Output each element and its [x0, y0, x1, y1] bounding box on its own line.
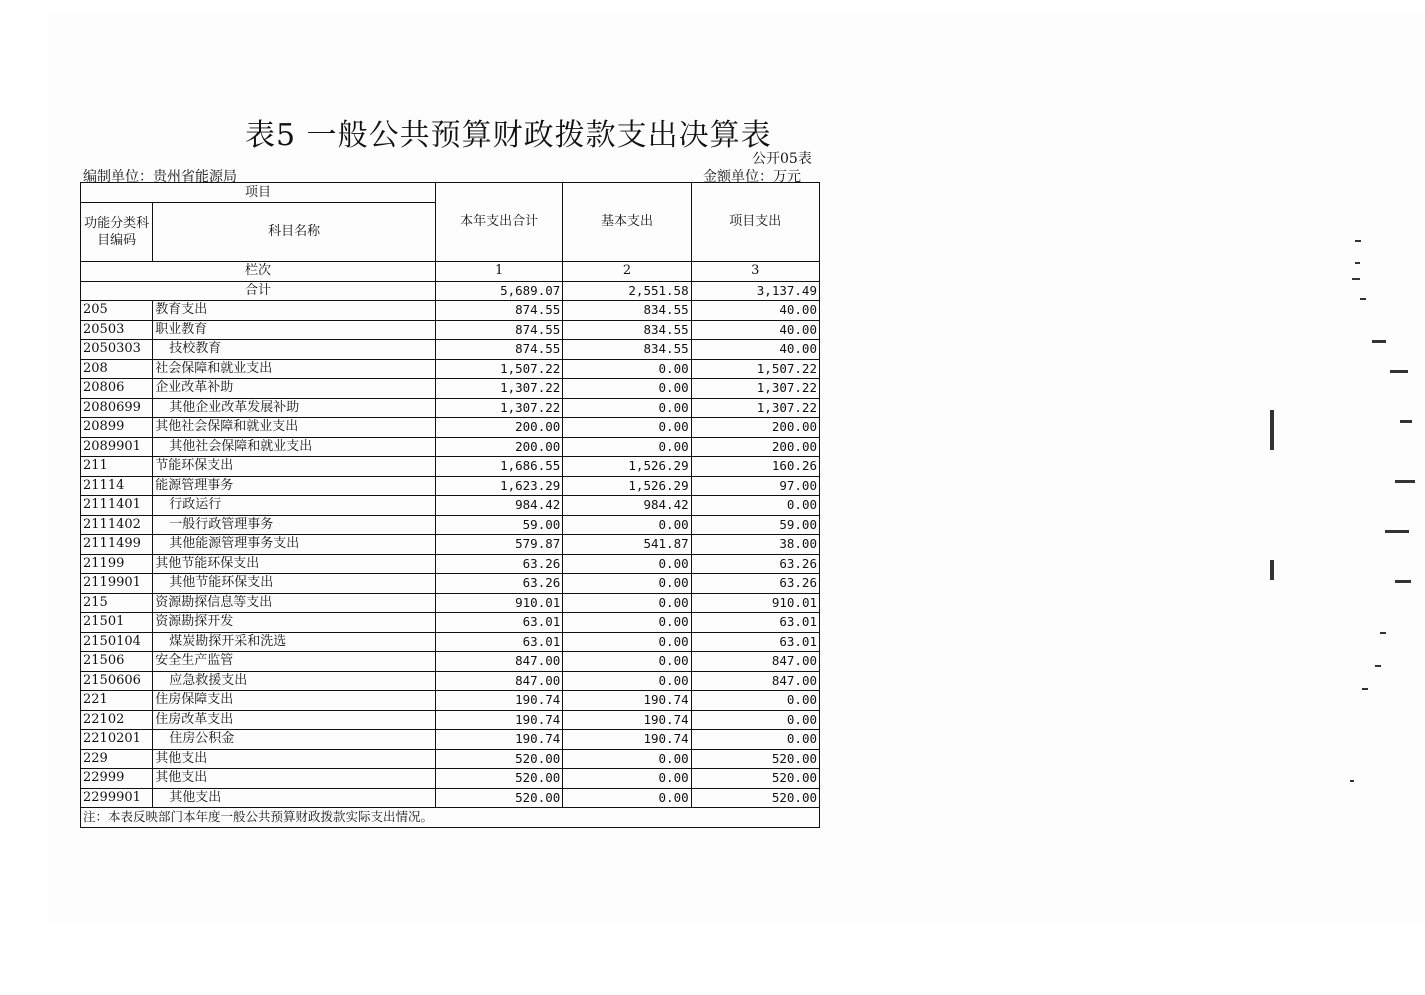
row-basic: 0.00	[563, 652, 691, 672]
table-row	[81, 515, 820, 535]
scan-speck	[1400, 420, 1412, 423]
row-subject-name: 一般行政管理事务	[153, 515, 436, 535]
row-total: 847.00	[435, 671, 562, 691]
row-project: 200.00	[691, 418, 819, 438]
row-total: 874.55	[435, 320, 562, 340]
table-row	[81, 301, 820, 321]
total-label: 合计	[81, 281, 436, 301]
row-code: 211	[81, 457, 153, 477]
table-row	[81, 398, 820, 418]
table-row	[81, 593, 820, 613]
row-total: 63.26	[435, 554, 562, 574]
row-code: 205	[81, 301, 153, 321]
row-subject-name: 节能环保支出	[153, 457, 436, 477]
total-value: 5,689.07	[435, 281, 562, 301]
row-subject-name: 其他社会保障和就业支出	[153, 437, 436, 457]
row-subject-name: 其他支出	[153, 769, 436, 789]
row-subject-name: 资源勘探开发	[153, 613, 436, 633]
org-unit: 编制单位：贵州省能源局	[83, 169, 237, 185]
table-row	[81, 652, 820, 672]
row-basic: 0.00	[563, 379, 691, 399]
row-code: 22999	[81, 769, 153, 789]
table-row	[81, 340, 820, 360]
scan-speck	[1360, 298, 1366, 300]
row-subject-name: 其他支出	[153, 788, 436, 808]
row-code: 20806	[81, 379, 153, 399]
row-basic: 0.00	[563, 671, 691, 691]
row-basic: 190.74	[563, 691, 691, 711]
table-row	[81, 613, 820, 633]
row-basic: 0.00	[563, 398, 691, 418]
row-project: 200.00	[691, 437, 819, 457]
row-code: 21506	[81, 652, 153, 672]
row-project: 59.00	[691, 515, 819, 535]
table-row	[81, 554, 820, 574]
table-row	[81, 476, 820, 496]
row-code: 20899	[81, 418, 153, 438]
total-project: 3,137.49	[691, 281, 819, 301]
header-project: 项目	[81, 183, 436, 203]
scan-speck	[1395, 480, 1415, 483]
row-code: 2210201	[81, 730, 153, 750]
row-basic: 0.00	[563, 359, 691, 379]
row-code: 2299901	[81, 788, 153, 808]
scan-speck	[1362, 688, 1368, 690]
row-total: 520.00	[435, 769, 562, 789]
budget-table	[80, 182, 820, 828]
column-index-row	[81, 262, 820, 282]
row-basic: 0.00	[563, 769, 691, 789]
row-project: 1,307.22	[691, 398, 819, 418]
row-subject-name: 住房改革支出	[153, 710, 436, 730]
table-row	[81, 496, 820, 516]
row-code: 2150104	[81, 632, 153, 652]
row-total: 579.87	[435, 535, 562, 555]
row-subject-name: 其他节能环保支出	[153, 574, 436, 594]
row-project: 40.00	[691, 320, 819, 340]
row-subject-name: 社会保障和就业支出	[153, 359, 436, 379]
row-basic: 834.55	[563, 301, 691, 321]
table-note: 注：本表反映部门本年度一般公共预算财政拨款实际支出情况。	[81, 808, 820, 828]
col-index-2: 2	[563, 262, 691, 282]
row-code: 208	[81, 359, 153, 379]
row-subject-name: 其他节能环保支出	[153, 554, 436, 574]
row-project: 0.00	[691, 691, 819, 711]
row-basic: 0.00	[563, 437, 691, 457]
scan-speck	[1270, 410, 1274, 450]
row-basic: 0.00	[563, 515, 691, 535]
row-project: 520.00	[691, 788, 819, 808]
note-row	[81, 808, 820, 828]
row-code: 2050303	[81, 340, 153, 360]
row-project: 63.26	[691, 574, 819, 594]
row-total: 1,507.22	[435, 359, 562, 379]
row-subject-name: 企业改革补助	[153, 379, 436, 399]
amount-unit: 金额单位：万元	[703, 169, 801, 185]
row-total: 1,623.29	[435, 476, 562, 496]
row-total: 520.00	[435, 749, 562, 769]
row-basic: 834.55	[563, 320, 691, 340]
col-index-1: 1	[435, 262, 562, 282]
row-project: 97.00	[691, 476, 819, 496]
table-row	[81, 769, 820, 789]
scan-speck	[1372, 340, 1386, 343]
scan-speck	[1355, 262, 1360, 264]
header-func-code: 功能分类科目编码	[81, 203, 153, 262]
row-basic: 190.74	[563, 710, 691, 730]
header-basic: 基本支出	[563, 183, 691, 262]
row-basic: 0.00	[563, 749, 691, 769]
scan-speck	[1352, 278, 1360, 280]
scan-speck	[1355, 240, 1361, 242]
total-row	[81, 281, 820, 301]
row-total: 1,686.55	[435, 457, 562, 477]
col-index-label: 栏次	[81, 262, 436, 282]
row-total: 874.55	[435, 301, 562, 321]
row-project: 40.00	[691, 340, 819, 360]
header-subject-name: 科目名称	[153, 203, 436, 262]
row-code: 2150606	[81, 671, 153, 691]
row-code: 22102	[81, 710, 153, 730]
row-subject-name: 职业教育	[153, 320, 436, 340]
row-basic: 541.87	[563, 535, 691, 555]
row-code: 215	[81, 593, 153, 613]
scan-speck	[1390, 370, 1408, 373]
row-total: 874.55	[435, 340, 562, 360]
row-project: 1,307.22	[691, 379, 819, 399]
row-subject-name: 煤炭勘探开采和洗选	[153, 632, 436, 652]
scan-speck	[1395, 580, 1411, 583]
table-row	[81, 418, 820, 438]
row-code: 20503	[81, 320, 153, 340]
row-basic: 834.55	[563, 340, 691, 360]
row-basic: 0.00	[563, 788, 691, 808]
row-code: 21199	[81, 554, 153, 574]
scan-speck	[1375, 665, 1381, 667]
row-subject-name: 其他企业改革发展补助	[153, 398, 436, 418]
scan-speck	[1350, 780, 1354, 782]
row-code: 2080699	[81, 398, 153, 418]
row-project: 160.26	[691, 457, 819, 477]
row-code: 2089901	[81, 437, 153, 457]
total-basic: 2,551.58	[563, 281, 691, 301]
table-row	[81, 788, 820, 808]
row-code: 21114	[81, 476, 153, 496]
row-code: 21501	[81, 613, 153, 633]
row-project: 63.01	[691, 632, 819, 652]
row-total: 1,307.22	[435, 379, 562, 399]
row-code: 2111499	[81, 535, 153, 555]
header-row-project	[81, 183, 820, 203]
row-total: 520.00	[435, 788, 562, 808]
row-project: 0.00	[691, 710, 819, 730]
row-project: 520.00	[691, 749, 819, 769]
row-subject-name: 教育支出	[153, 301, 436, 321]
col-index-3: 3	[691, 262, 819, 282]
row-project: 910.01	[691, 593, 819, 613]
row-code: 2111402	[81, 515, 153, 535]
row-basic: 0.00	[563, 554, 691, 574]
row-subject-name: 应急救援支出	[153, 671, 436, 691]
row-total: 847.00	[435, 652, 562, 672]
row-basic: 984.42	[563, 496, 691, 516]
header-total: 本年支出合计	[435, 183, 562, 262]
row-total: 59.00	[435, 515, 562, 535]
row-basic: 0.00	[563, 593, 691, 613]
row-subject-name: 住房公积金	[153, 730, 436, 750]
row-subject-name: 能源管理事务	[153, 476, 436, 496]
table-row	[81, 379, 820, 399]
row-total: 190.74	[435, 691, 562, 711]
row-project: 63.01	[691, 613, 819, 633]
row-total: 63.26	[435, 574, 562, 594]
row-total: 984.42	[435, 496, 562, 516]
row-project: 38.00	[691, 535, 819, 555]
row-project: 520.00	[691, 769, 819, 789]
row-basic: 0.00	[563, 418, 691, 438]
table-row	[81, 632, 820, 652]
row-total: 200.00	[435, 418, 562, 438]
scan-speck	[1380, 632, 1386, 634]
row-project: 0.00	[691, 496, 819, 516]
row-code: 2119901	[81, 574, 153, 594]
row-project: 40.00	[691, 301, 819, 321]
row-subject-name: 其他支出	[153, 749, 436, 769]
table-row	[81, 320, 820, 340]
row-project: 847.00	[691, 652, 819, 672]
scan-speck	[1385, 530, 1409, 533]
table-row	[81, 437, 820, 457]
row-total: 63.01	[435, 613, 562, 633]
row-project: 1,507.22	[691, 359, 819, 379]
table-row	[81, 730, 820, 750]
table-row	[81, 574, 820, 594]
row-code: 2111401	[81, 496, 153, 516]
row-subject-name: 资源勘探信息等支出	[153, 593, 436, 613]
table-row	[81, 535, 820, 555]
row-code: 221	[81, 691, 153, 711]
row-basic: 1,526.29	[563, 457, 691, 477]
row-total: 63.01	[435, 632, 562, 652]
row-code: 229	[81, 749, 153, 769]
scan-speck	[1270, 560, 1274, 580]
row-basic: 0.00	[563, 574, 691, 594]
row-total: 190.74	[435, 730, 562, 750]
row-basic: 190.74	[563, 730, 691, 750]
row-project: 63.26	[691, 554, 819, 574]
table-row	[81, 359, 820, 379]
table-row	[81, 710, 820, 730]
row-total: 910.01	[435, 593, 562, 613]
row-project: 847.00	[691, 671, 819, 691]
row-basic: 0.00	[563, 632, 691, 652]
row-subject-name: 技校教育	[153, 340, 436, 360]
table-row	[81, 691, 820, 711]
form-code: 公开05表	[752, 151, 812, 167]
row-subject-name: 行政运行	[153, 496, 436, 516]
row-total: 1,307.22	[435, 398, 562, 418]
row-subject-name: 其他社会保障和就业支出	[153, 418, 436, 438]
header-project-expense: 项目支出	[691, 183, 819, 262]
row-total: 190.74	[435, 710, 562, 730]
page-title: 表5 一般公共预算财政拨款支出决算表	[245, 118, 772, 153]
row-basic: 1,526.29	[563, 476, 691, 496]
table-row	[81, 671, 820, 691]
row-subject-name: 住房保障支出	[153, 691, 436, 711]
row-subject-name: 其他能源管理事务支出	[153, 535, 436, 555]
row-subject-name: 安全生产监管	[153, 652, 436, 672]
row-project: 0.00	[691, 730, 819, 750]
row-total: 200.00	[435, 437, 562, 457]
row-basic: 0.00	[563, 613, 691, 633]
table-row	[81, 457, 820, 477]
table-row	[81, 749, 820, 769]
